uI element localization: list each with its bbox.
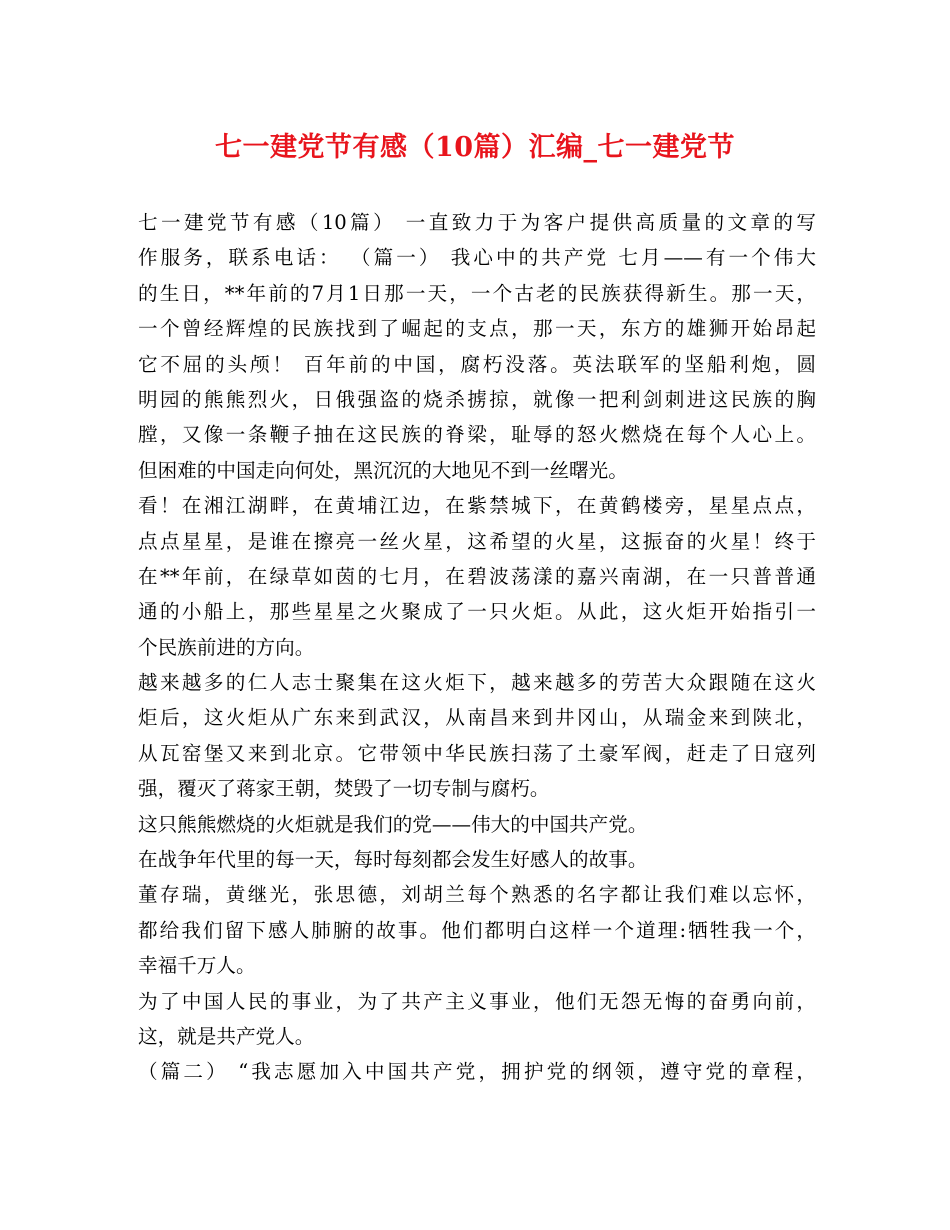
text-line: 七一建党节有感（10篇） 一直致力于为客户提供高质量的文章的写 — [138, 211, 816, 234]
text-line: 强，覆灭了蒋家王朝，焚毁了一切专制与腐朽。 — [138, 777, 550, 801]
text-line: 的生日，**年前的7月1日那一天，一个古老的民族获得新生。那一天， — [138, 281, 816, 305]
document-body — [138, 205, 816, 1090]
text-line: 这，就是共产党人。 — [138, 1024, 315, 1048]
text-line: 董存瑞，黄继光，张思德，刘胡兰每个熟悉的名字都让我们难以忘怀， — [138, 883, 816, 907]
text-line: 在**年前，在绿草如茵的七月，在碧波荡漾的嘉兴南湖，在一只普普通 — [138, 564, 816, 588]
text-line: 幸福千万人。 — [138, 954, 256, 978]
text-line: 它不屈的头颅！ 百年前的中国，腐朽没落。英法联军的坚船利炮，圆 — [138, 352, 816, 376]
text-line: 膛，又像一条鞭子抽在这民族的脊梁，耻辱的怒火燃烧在每个人心上。 — [138, 423, 816, 447]
text-line: 看！在湘江湖畔，在黄埔江边，在紫禁城下，在黄鹤楼旁，星星点点， — [138, 494, 816, 518]
text-line: 炬后，这火炬从广东来到武汉，从南昌来到井冈山，从瑞金来到陕北， — [138, 706, 816, 730]
text-line: 明园的熊熊烈火，日俄强盗的烧杀掳掠，就像一把利剑刺进这民族的胸 — [138, 387, 816, 411]
text-line: 越来越多的仁人志士聚集在这火炬下，越来越多的劳苦大众跟随在这火 — [138, 671, 816, 695]
text-line: 个民族前进的方向。 — [138, 635, 315, 659]
text-line: 从瓦窑堡又来到北京。它带领中华民族扫荡了土豪军阀，赶走了日寇列 — [138, 741, 816, 765]
text-line: 点点星星，是谁在擦亮一丝火星，这希望的火星，这振奋的火星！终于 — [138, 529, 816, 553]
text-line: 但困难的中国走向何处，黑沉沉的大地见不到一丝曙光。 — [138, 458, 628, 482]
document-title: 七一建党节有感（10篇）汇编_七一建党节 — [214, 132, 736, 163]
text-line: 都给我们留下感人肺腑的故事。他们都明白这样一个道理:牺牲我一个， — [138, 918, 816, 942]
text-line: 作服务，联系电话： （篇一） 我心中的共产党 七月——有一个伟大 — [138, 246, 816, 270]
text-line: 在战争年代里的每一天，每时每刻都会发生好感人的故事。 — [138, 848, 648, 872]
text-line: 一个曾经辉煌的民族找到了崛起的支点，那一天，东方的雄狮开始昂起 — [138, 317, 816, 341]
text-line: 这只熊熊燃烧的火炬就是我们的党——伟大的中国共产党。 — [138, 812, 648, 836]
text-line: （篇二） “我志愿加入中国共产党，拥护党的纲领，遵守党的章程， — [138, 1060, 816, 1084]
text-line: 通的小船上，那些星星之火聚成了一只火炬。从此，这火炬开始指引一 — [138, 600, 816, 624]
text-line: 为了中国人民的事业，为了共产主义事业，他们无怨无悔的奋勇向前， — [138, 989, 816, 1013]
